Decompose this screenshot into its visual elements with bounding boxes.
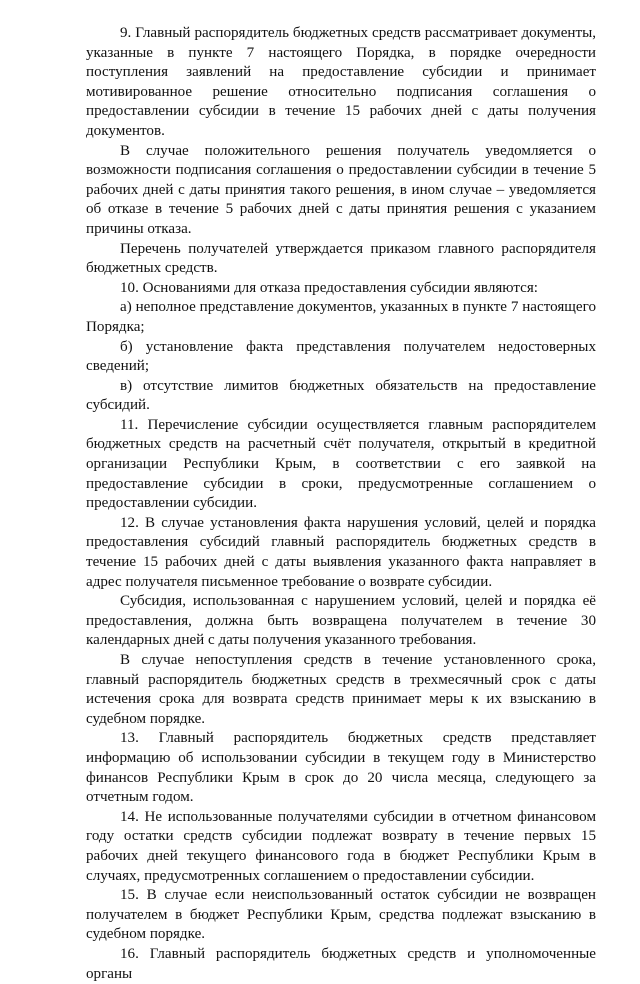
paragraph-12-return: Субсидия, использованная с нарушением условий, целей и порядка её предоставления, должна быть возвращена получателем в течение 30 календарных дней с даты получения указанного требования. [86, 593, 596, 649]
paragraph-10-item-c: в) отсутствие лимитов бюджетных обязательств на предоставление субсидий. [86, 377, 596, 414]
paragraph-10-item-b: б) установление факта представления получателем недостоверных сведений; [86, 338, 596, 375]
paragraph-9: 9. Главный распорядитель бюджетных средств рассматривает документы, указанные в пункте 7 настоящего Порядка, в порядке очередности поступления заявлений на предоставление субсидии и принимает мотивированное решение относительно подписания соглашения о предоставлении субсидии в течение 15 рабочих дней с даты получения документов. [86, 25, 596, 139]
paragraph-10-item-a: а) неполное представление документов, указанных в пункте 7 настоящего Порядка; [86, 299, 596, 335]
document-page [86, 24, 596, 984]
paragraph-12: 12. В случае установления факта нарушения условий, целей и порядка предоставления субсидий главный распорядитель бюджетных средств в течение 15 рабочих дней с даты выявления указанного факта направляет в адрес получателя письменное требование о возврате субсидии. [86, 514, 596, 590]
paragraph-9-positive-decision: В случае положительного решения получатель уведомляется о возможности подписания соглашения о предоставлении субсидии в течение 5 рабочих дней с даты принятия такого решения, в ином случае – уведомляется об отказе в течение 5 рабочих дней с даты принятия решения с указанием причины отказа. [86, 142, 596, 237]
paragraph-9-recipients-list: Перечень получателей утверждается приказом главного распорядителя бюджетных средств. [86, 240, 596, 277]
paragraph-11: 11. Перечисление субсидии осуществляется главным распорядителем бюджетных средств на расчетный счёт получателя, открытый в кредитной организации Республики Крым, в соответствии с его заявкой на предоставление субсидии в сроки, предусмотренные соглашением о предоставлении субсидии. [86, 416, 596, 512]
paragraph-12-non-receipt: В случае непоступления средств в течение установленного срока, главный распорядитель бюджетных средств в трехмесячный срок с даты истечения срока для возврата средств принимает меры к их взысканию в судебном порядке. [86, 652, 596, 727]
paragraph-13: 13. Главный распорядитель бюджетных средств представляет информацию об использовании субсидии в текущем году в Министерство финансов Республики Крым в срок до 20 числа месяца, следующего за отчетным годом. [86, 730, 596, 806]
paragraph-14: 14. Не использованные получателями субсидии в отчетном финансовом году остатки средств субсидии подлежат возврату в течение первых 15 рабочих дней текущего финансового года в бюджет Республики Крым в случаях, предусмотренных соглашением о предоставлении субсидии. [86, 808, 596, 884]
paragraph-15: 15. В случае если неиспользованный остаток субсидии не возвращен получателем в бюджет Республики Крым, средства подлежат взысканию в судебном порядке. [86, 887, 596, 943]
paragraph-10: 10. Основаниями для отказа предоставления субсидии являются: [120, 279, 538, 296]
paragraph-16: 16. Главный распорядитель бюджетных средств и уполномоченные органы [86, 945, 596, 982]
